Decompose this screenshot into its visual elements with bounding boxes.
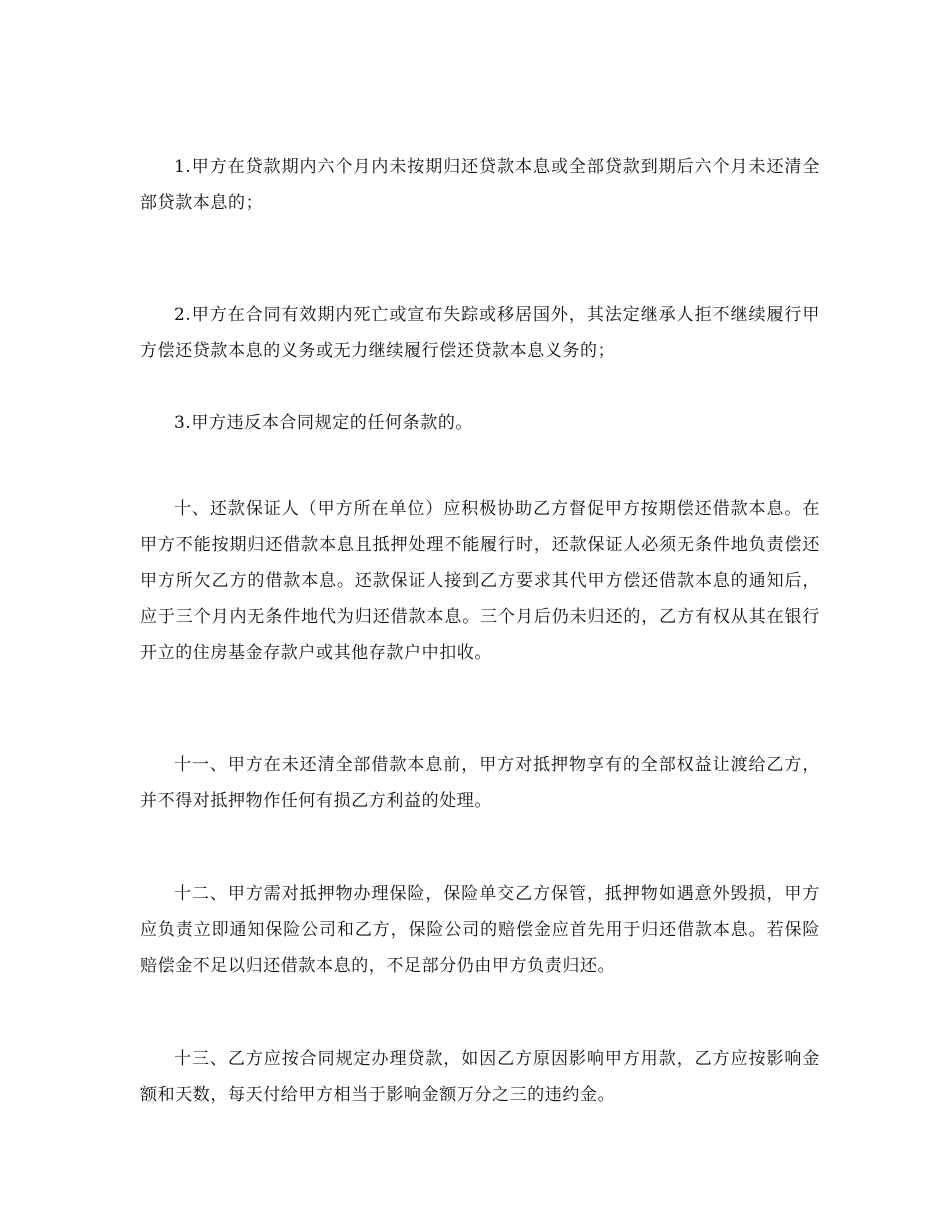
clause-item-2: 2.甲方在合同有效期内死亡或宣布失踪或移居国外，其法定继承人拒不继续履行甲方偿还贷款本息的义务或无力继续履行偿还贷款本息义务的；	[140, 305, 820, 361]
clause-ten: 十、还款保证人（甲方所在单位）应积极协助乙方督促甲方按期偿还借款本息。在甲方不能按期归还借款本息且抵押处理不能履行时，还款保证人必须无条件地负责偿还甲方所欠乙方的借款本息。还款保证人接到乙方要求其代甲方偿还借款本息的通知后，应于三个月内无条件地代为归还借款本息。三个月后仍未归还的，乙方有权从其在银行开立的住房基金存款户或其他存款户中扣收。	[140, 499, 820, 663]
clause-thirteen: 十三、乙方应按合同规定办理贷款，如因乙方原因影响甲方用款，乙方应按影响金额和天数，每天付给甲方相当于影响金额万分之三的违约金。	[140, 1049, 820, 1105]
clause-item-3: 3.甲方违反本合同规定的任何条款的。	[174, 413, 474, 433]
clause-twelve: 十二、甲方需对抵押物办理保险，保险单交乙方保管，抵押物如遇意外毁损，甲方应负责立即通知保险公司和乙方，保险公司的赔偿金应首先用于归还借款本息。若保险赔偿金不足以归还借款本息的，不足部分仍由甲方负责归还。	[140, 884, 820, 976]
clause-eleven: 十一、甲方在未还清全部借款本息前，甲方对抵押物享有的全部权益让渡给乙方，并不得对抵押物作任何有损乙方利益的处理。	[140, 755, 820, 811]
clause-item-1: 1.甲方在贷款期内六个月内未按期归还贷款本息或全部贷款到期后六个月未还清全部贷款本息的；	[140, 157, 820, 213]
